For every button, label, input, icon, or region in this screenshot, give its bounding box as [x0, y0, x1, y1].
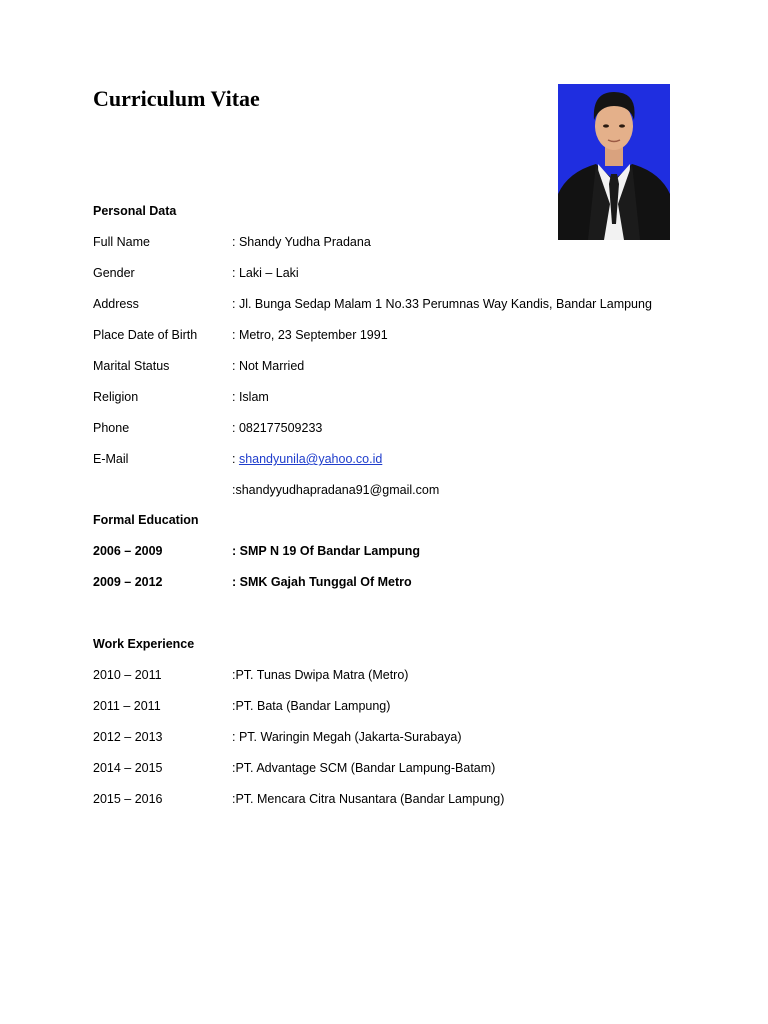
- work-company: : PT. Waringin Megah (Jakarta-Surabaya): [232, 730, 462, 744]
- religion-label: Religion: [93, 390, 139, 404]
- work-company: :PT. Tunas Dwipa Matra (Metro): [232, 668, 409, 682]
- work-experience-heading: Work Experience: [93, 637, 195, 651]
- email-row: [93, 451, 382, 467]
- work-period: 2015 – 2016: [93, 792, 163, 806]
- marital-status-value: : Not Married: [232, 359, 305, 373]
- email-link[interactable]: shandyunila@yahoo.co.id: [238, 452, 383, 466]
- gender-label: Gender: [93, 266, 135, 280]
- religion-value: : Islam: [232, 390, 269, 404]
- address-row: [93, 296, 652, 312]
- phone-label: Phone: [93, 421, 130, 435]
- work-company: :PT. Mencara Citra Nusantara (Bandar Lampung): [232, 792, 505, 806]
- work-company: :PT. Advantage SCM (Bandar Lampung-Batam): [232, 761, 496, 775]
- marital-status-row: [93, 358, 304, 374]
- full-name-label: Full Name: [93, 235, 150, 249]
- education-school: : SMP N 19 Of Bandar Lampung: [232, 544, 420, 558]
- work-period: 2010 – 2011: [93, 668, 162, 682]
- birth-label: Place Date of Birth: [93, 328, 198, 342]
- work-period: 2014 – 2015: [93, 761, 163, 775]
- full-name-row: [93, 234, 371, 250]
- work-row: [93, 729, 462, 745]
- phone-value: : 082177509233: [232, 421, 323, 435]
- document-title: Curriculum Vitae: [93, 86, 260, 111]
- full-name-value: : Shandy Yudha Pradana: [232, 235, 371, 249]
- profile-photo: [558, 84, 670, 240]
- education-school: : SMK Gajah Tunggal Of Metro: [232, 575, 412, 589]
- gender-row: [93, 265, 299, 281]
- work-row: [93, 667, 408, 683]
- email-secondary-row: [93, 482, 439, 498]
- marital-status-label: Marital Status: [93, 359, 170, 373]
- address-value: : Jl. Bunga Sedap Malam 1 No.33 Perumnas Way Kandis, Bandar Lampung: [232, 297, 652, 311]
- personal-data-heading: Personal Data: [93, 204, 177, 218]
- education-period: 2006 – 2009: [93, 544, 163, 558]
- education-row: [93, 543, 420, 559]
- work-row: [93, 791, 504, 807]
- work-row: [93, 698, 390, 714]
- formal-education-heading: Formal Education: [93, 513, 199, 527]
- work-company: :PT. Bata (Bandar Lampung): [232, 699, 391, 713]
- birth-row: [93, 327, 388, 343]
- email-prefix: :: [232, 452, 239, 466]
- work-period: 2012 – 2013: [93, 730, 163, 744]
- education-period: 2009 – 2012: [93, 575, 163, 589]
- religion-row: [93, 389, 269, 405]
- email-secondary-value: :shandyyudhapradana91@gmail.com: [232, 483, 440, 497]
- email-label: E-Mail: [93, 452, 129, 466]
- address-label: Address: [93, 297, 139, 311]
- work-row: [93, 760, 495, 776]
- birth-value: : Metro, 23 September 1991: [232, 328, 388, 342]
- gender-value: : Laki – Laki: [232, 266, 299, 280]
- work-period: 2011 – 2011: [93, 699, 161, 713]
- education-row: [93, 574, 412, 590]
- phone-row: [93, 420, 322, 436]
